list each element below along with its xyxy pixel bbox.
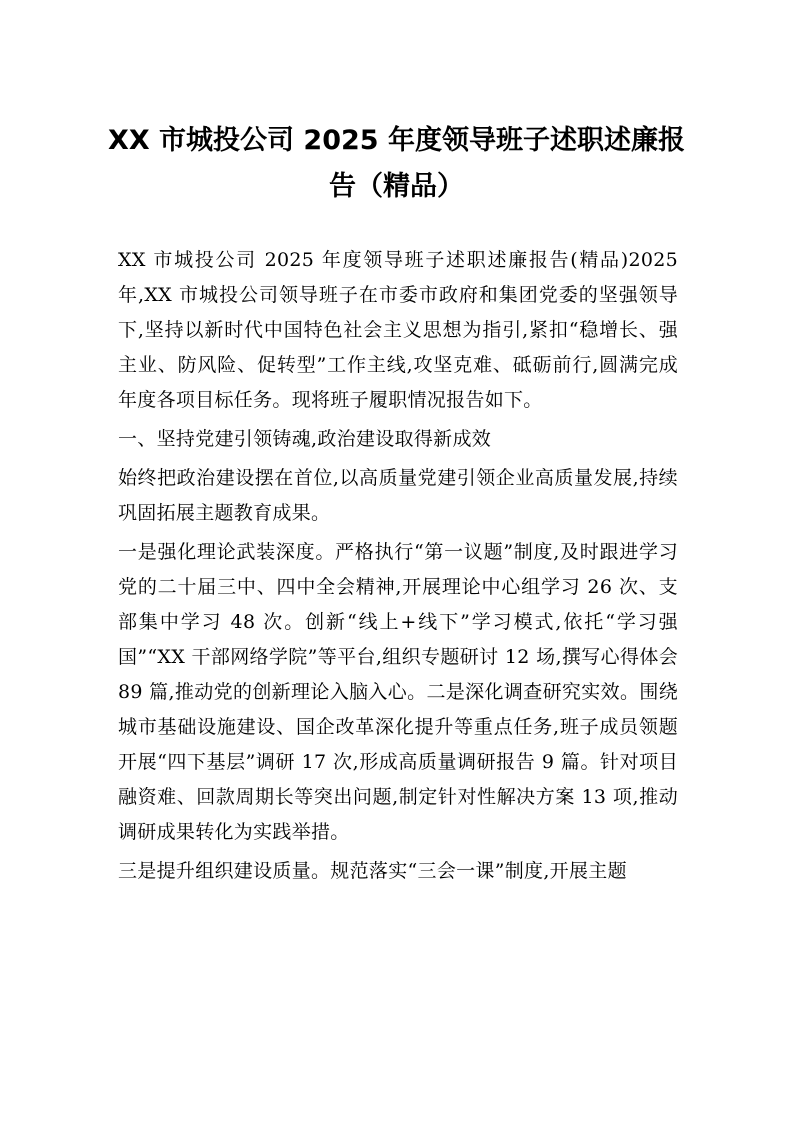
section-heading-1: 一、坚持党建引领铸魂,政治建设取得新成效: [118, 428, 492, 450]
document-body: [118, 243, 678, 893]
section-1-continuation: 三是提升组织建设质量。规范落实“三会一课”制度,开展主题: [118, 860, 627, 882]
intro-paragraph: XX 市城投公司 2025 年度领导班子述职述廉报告(精品)2025 年,XX 市城投公司领导班子在市委市政府和集团党委的坚强领导下,坚持以新时代中国特色社会主义思想为指引,紧扣“稳增长、强主业、防风险、促转型”工作主线,攻坚克难、砥砺前行,圆满完成年度各项目标任务。现将班子履职情况报告如下。: [118, 249, 678, 411]
section-1-summary: 始终把政治建设摆在首位,以高质量党建引领企业高质量发展,持续巩固拓展主题教育成果。: [118, 467, 678, 524]
document-title: XX 市城投公司 2025 年度领导班子述职述廉报告（精品）: [108, 125, 685, 202]
section-1-details: 一是强化理论武装深度。严格执行“第一议题”制度,及时跟进学习党的二十届三中、四中全会精神,开展理论中心组学习 26 次、支部集中学习 48 次。创新“线上+线下”学习模式,依托“学习强国”“XX 干部网络学院”等平台,组织专题研讨 12 场,撰写心得体会 89 篇,推动党的创新理论入脑入心。二是深化调查研究实效。围绕城市基础设施建设、国企改革深化提升等重点任务,班子成员领题开展“四下基层”调研 17 次,形成高质量调研报告 9 篇。针对项目融资难、回款周期长等突出问题,制定针对性解决方案 13 项,推动调研成果转化为实践举措。: [118, 541, 678, 843]
